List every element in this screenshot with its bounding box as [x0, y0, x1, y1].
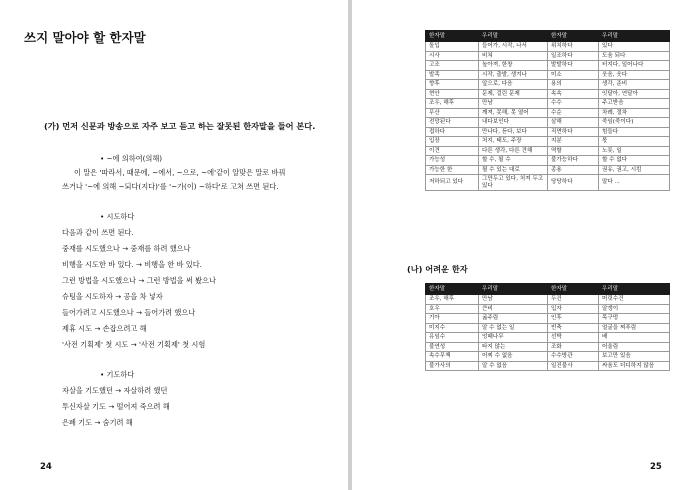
table-row [426, 137, 670, 147]
table-cell: 일조하다 [548, 51, 599, 61]
table-cell: 어찌 수 없음 [479, 352, 548, 362]
table-cell: 그만두고 있다, 처져 두고 있다 [479, 175, 548, 191]
item2-line: 들어가려고 시도했으나 → 들어가려 했으나 [62, 308, 196, 317]
table-row [426, 314, 670, 324]
table-cell: 조우, 해후 [426, 99, 479, 109]
table-cell: 고조 [426, 61, 479, 71]
table-cell: 비쳐 [479, 51, 548, 61]
item2-line: 다음과 같이 쓰면 된다. [62, 228, 134, 237]
table-cell: 무산 [426, 108, 479, 118]
page-title: 쓰지 말아야 할 한자말 [24, 30, 146, 45]
table-cell: 불가능하다 [548, 156, 599, 166]
table-cell: 있다 [599, 42, 670, 52]
item3-line: 투신자살 기도 → 떨어져 죽으려 해 [62, 402, 170, 411]
table-row [426, 70, 670, 80]
table-cell: 호우 [426, 304, 479, 314]
item3-line: 자살을 기도했던 → 자살하려 했던 [62, 386, 168, 395]
table-cell: 지분 [548, 137, 599, 147]
table-cell: 앞으로, 다음 [479, 80, 548, 90]
table-header-cell: 우리말 [599, 284, 670, 295]
table-cell: 내다보인다 [479, 118, 548, 128]
table-cell: 직면하다 [548, 127, 599, 137]
table-cell: 처지, 태도, 주장 [479, 137, 548, 147]
table-row [426, 352, 670, 362]
table-cell: 일진불사 [548, 361, 599, 371]
table-cell: 수순 [548, 108, 599, 118]
table-row [426, 333, 670, 343]
table-cell: 기아 [426, 314, 479, 324]
table-cell: 알갱이 [599, 304, 670, 314]
table-cell: 웃음, 웃다 [599, 70, 670, 80]
table-cell: 만남 [479, 295, 548, 305]
table-row [426, 342, 670, 352]
table-header-cell: 한자말 [548, 284, 599, 295]
table-header-row [426, 31, 670, 42]
table-cell: 당당하다 [548, 175, 599, 191]
table-cell: 만남 [479, 99, 548, 109]
item2-line: 슈팅을 시도하자 → 공을 차 넣자 [62, 292, 163, 301]
table-header-cell: 한자말 [548, 31, 599, 42]
table-cell: 얼굴을 찌푸림 [599, 323, 670, 333]
table-cell: 이견 [426, 146, 479, 156]
table-cell: 종용 [548, 165, 599, 175]
table-cell: 저하되고 있다 [426, 175, 479, 191]
table-cell: 시사 [426, 51, 479, 61]
table-header-cell: 우리말 [479, 31, 548, 42]
table-cell: 불가사의 [426, 361, 479, 371]
table-row [426, 108, 670, 118]
left-page [0, 0, 348, 490]
table-row [426, 89, 670, 99]
item1-line-2: 쓰거나 '~에 의해 ~되다(지다)'를 '~가(이) ~하다'로 고쳐 쓰면 된다. [62, 182, 279, 191]
hanja-table-1 [425, 30, 670, 191]
table-cell: 현안 [426, 89, 479, 99]
table-cell: 머릿수건 [599, 295, 670, 305]
item2-line: 비행을 시도한 바 있다. → 비행을 한 바 있다. [62, 260, 202, 269]
table-cell: 불연성 [426, 342, 479, 352]
table-cell: 역할 [548, 146, 599, 156]
section-heading-ga: (가) 먼저 신문과 방송으로 자주 보고 듣고 하는 잘못된 한자말을 들어 본다. [44, 121, 316, 131]
table-cell: 수수 [548, 99, 599, 109]
table-cell: 배 [599, 333, 670, 343]
table-row [426, 118, 670, 128]
item2-bullet: • 시도하다 [100, 212, 135, 221]
table-cell: 선박 [548, 333, 599, 343]
table-cell: 힘들다 [599, 127, 670, 137]
table-row [426, 165, 670, 175]
table-cell: 시작, 출발, 생겨나 [479, 70, 548, 80]
table-cell: 발족 [426, 70, 479, 80]
table-cell: 타지 않는 [479, 342, 548, 352]
table-cell: 입자 [548, 304, 599, 314]
item2-line: 제휴 시도 → 손잡으려고 해 [62, 324, 147, 333]
table-header-cell: 우리말 [599, 31, 670, 42]
table-cell: 위치하다 [548, 42, 599, 52]
table-cell: 높아져, 한창 [479, 61, 548, 71]
table-cell: 큰비 [479, 304, 548, 314]
table-cell: 될 수 있는 대로 [479, 165, 548, 175]
table-cell: 전망된다 [426, 118, 479, 128]
table-cell: 두건 [548, 295, 599, 305]
table-row [426, 127, 670, 137]
table-cell: 살해 [548, 118, 599, 128]
table-cell: 다른 생각, 다른 견해 [479, 146, 548, 156]
table-cell: 주고받음 [599, 99, 670, 109]
table-cell: 속속 [548, 89, 599, 99]
table-cell: 깨져, 못해, 못 열어 [479, 108, 548, 118]
table-cell: 목구멍 [599, 314, 670, 324]
table-cell: 들어가, 시작, 나서 [479, 42, 548, 52]
table-cell: 유임수 [426, 333, 479, 343]
item1-line-1: 이 말은 '따라서, 때문에, ~에서, ~으로, ~에'같이 알맞은 말로 바꿔 [74, 168, 286, 177]
table-cell: 접하다 [426, 127, 479, 137]
table-cell: 굶주림 [479, 314, 548, 324]
table-cell: 생각, 준비 [599, 80, 670, 90]
table-cell: 차례, 절차 [599, 108, 670, 118]
table-cell: 빈축 [548, 323, 599, 333]
table-cell: 속수무책 [426, 352, 479, 362]
table-header-row [426, 284, 670, 295]
item2-line: 그런 방법을 시도했으나 → 그런 방법을 써 봤으나 [62, 276, 216, 285]
table-cell: 알 수 없음 [479, 361, 548, 371]
table-cell: 할 수 없다 [599, 156, 670, 166]
table-cell: 향후 [426, 80, 479, 90]
item1-bullet: • ~에 의하여(의해) [100, 154, 163, 163]
table-row [426, 51, 670, 61]
table-cell: 조우, 해후 [426, 295, 479, 305]
table-row [426, 323, 670, 333]
table-header-cell: 한자말 [426, 31, 479, 42]
table-cell: 조화 [548, 342, 599, 352]
section-heading-na: (나) 어려운 한자 [407, 264, 468, 274]
table-cell: 노릇, 일 [599, 146, 670, 156]
table-cell: 보고만 있음 [599, 352, 670, 362]
table-cell: 도움 되다 [599, 51, 670, 61]
table-cell: 할 수, 될 수 [479, 156, 548, 166]
table-cell: 입장 [426, 137, 479, 147]
table-row [426, 146, 670, 156]
table-row [426, 295, 670, 305]
table-header-cell: 한자말 [426, 284, 479, 295]
table-cell: 알 수 없는 일 [479, 323, 548, 333]
table-cell: 미소 [548, 70, 599, 80]
page-number-right: 25 [650, 462, 662, 472]
item2-line: 중재를 시도했으나 → 중재를 하려 했으나 [62, 244, 191, 253]
table-row [426, 156, 670, 166]
table-row [426, 99, 670, 109]
table-cell: 어울림 [599, 342, 670, 352]
table-cell: 문제, 걸린 문제 [479, 89, 548, 99]
table-cell: 수수방관 [548, 352, 599, 362]
table-row [426, 304, 670, 314]
table-cell: 싸움도 더디하지 않음 [599, 361, 670, 371]
item3-line: 은폐 기도 → 숨기려 해 [62, 418, 133, 427]
item2-line: '사전 기획제' 첫 시도 → '사전 기획제' 첫 시험 [62, 340, 206, 349]
table-cell: 만나다, 듣다, 보다 [479, 127, 548, 137]
table-cell: 용의 [548, 80, 599, 90]
table-cell: 미지수 [426, 323, 479, 333]
table-cell: 몫 [599, 137, 670, 147]
table-row [426, 175, 670, 191]
table-row [426, 361, 670, 371]
table-row [426, 80, 670, 90]
item3-bullet: • 기도하다 [100, 370, 135, 379]
table-cell: 말다 ... [599, 175, 670, 191]
table-cell: 권유, 권고, 시킴 [599, 165, 670, 175]
table-cell: 죽임(죽이다) [599, 118, 670, 128]
table-cell: 돌입 [426, 42, 479, 52]
table-cell: 가능성 [426, 156, 479, 166]
table-header-cell: 우리말 [479, 284, 548, 295]
table-cell: 발발하다 [548, 61, 599, 71]
hanja-table-2 [425, 283, 670, 371]
page-number-left: 24 [40, 462, 52, 472]
table-cell: 인후 [548, 314, 599, 324]
table-cell: 터지다, 일어나다 [599, 61, 670, 71]
table-cell: 잇달아, 연달아 [599, 89, 670, 99]
table-cell: 가능한 한 [426, 165, 479, 175]
table-row [426, 42, 670, 52]
table-cell: 엉때나무 [479, 333, 548, 343]
table-row [426, 61, 670, 71]
